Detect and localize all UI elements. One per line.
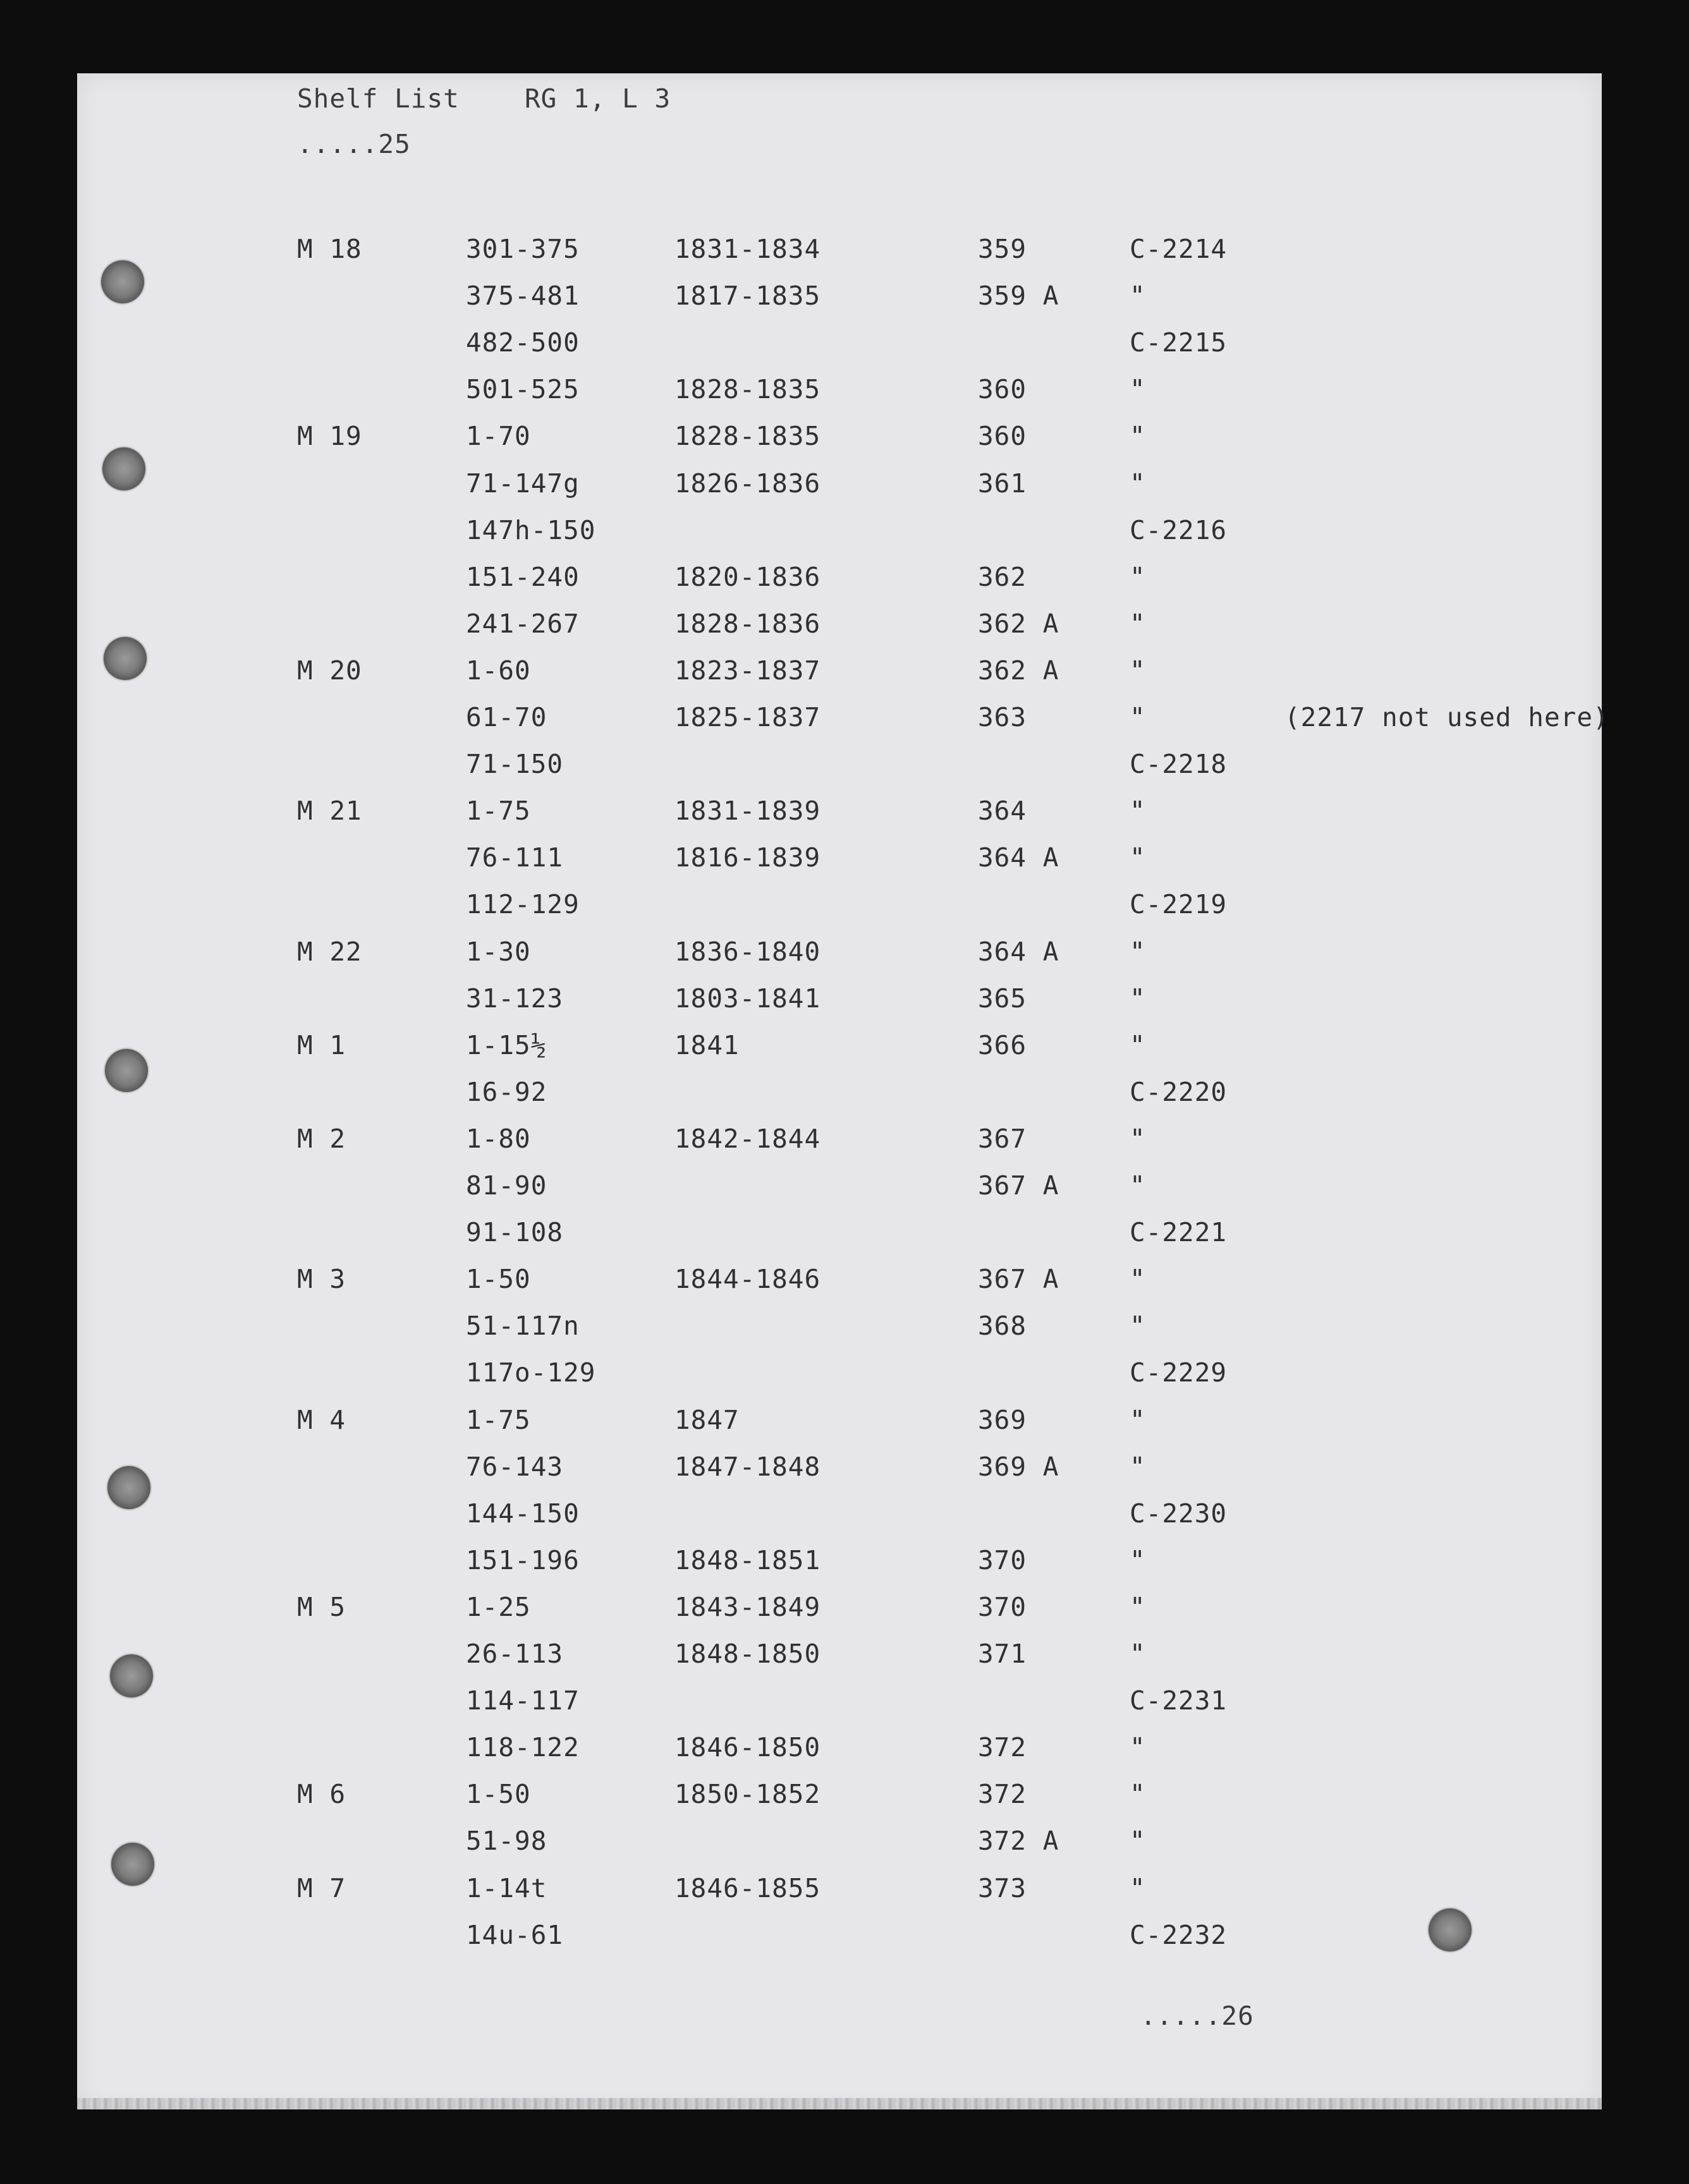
table-row	[77, 1311, 1602, 1349]
film-number: "	[1130, 842, 1146, 873]
date-range: 1850-1852	[674, 1779, 821, 1810]
date-range: 1847	[674, 1404, 740, 1435]
table-row	[77, 515, 1602, 553]
date-range: 1828-1835	[674, 374, 821, 405]
item-range: 114-117	[466, 1685, 580, 1716]
volume-number: 359	[978, 234, 1027, 264]
table-row	[77, 234, 1602, 272]
table-row	[77, 1639, 1602, 1677]
volume-number: 362 A	[978, 608, 1059, 639]
row-note: (2217 not used here)	[1284, 702, 1609, 732]
table-row	[77, 796, 1602, 834]
film-number: "	[1130, 1826, 1146, 1857]
reel-label: M 21	[297, 796, 362, 827]
date-range: 1828-1835	[674, 421, 821, 452]
table-row	[77, 327, 1602, 365]
table-row	[77, 1732, 1602, 1770]
volume-number: 363	[978, 702, 1027, 732]
item-range: 61-70	[466, 702, 547, 732]
film-number: "	[1130, 1311, 1146, 1342]
date-range: 1846-1855	[674, 1872, 821, 1903]
volume-number: 371	[978, 1639, 1027, 1669]
volume-number: 368	[978, 1311, 1027, 1342]
volume-number: 367 A	[978, 1264, 1059, 1295]
punch-hole	[1429, 1908, 1472, 1951]
volume-number: 364 A	[978, 936, 1059, 967]
volume-number: 367 A	[978, 1170, 1059, 1201]
item-range: 1-50	[466, 1779, 531, 1810]
page-bottom-edge	[77, 2098, 1602, 2109]
volume-number: 362	[978, 561, 1027, 592]
film-number: C-2215	[1130, 327, 1228, 358]
item-range: 76-111	[466, 842, 564, 873]
volume-number: 372 A	[978, 1826, 1059, 1857]
film-number: C-2220	[1130, 1076, 1228, 1107]
film-number: "	[1130, 1639, 1146, 1669]
date-range: 1826-1836	[674, 468, 821, 499]
film-number: C-2229	[1130, 1357, 1228, 1388]
table-row	[77, 1685, 1602, 1723]
item-range: 301-375	[466, 234, 580, 264]
table-row	[77, 1498, 1602, 1536]
film-number: "	[1130, 468, 1146, 499]
date-range: 1828-1836	[674, 608, 821, 639]
reel-label: M 4	[297, 1404, 346, 1435]
item-range: 118-122	[466, 1732, 580, 1763]
film-number: "	[1130, 1544, 1146, 1575]
table-row	[77, 842, 1602, 880]
table-row	[77, 1077, 1602, 1115]
date-range: 1848-1851	[674, 1544, 821, 1575]
volume-number: 369	[978, 1404, 1027, 1435]
table-row	[77, 1592, 1602, 1630]
reel-label: M 18	[297, 234, 362, 264]
volume-number: 362 A	[978, 655, 1059, 686]
item-range: 144-150	[466, 1498, 580, 1529]
item-range: 1-50	[466, 1264, 531, 1295]
punch-hole	[105, 1049, 148, 1092]
volume-number: 359 A	[978, 281, 1059, 312]
date-range: 1844-1846	[674, 1264, 821, 1295]
date-range: 1817-1835	[674, 281, 821, 312]
volume-number: 372	[978, 1732, 1027, 1763]
volume-number: 361	[978, 468, 1027, 499]
item-range: 482-500	[466, 327, 580, 358]
item-range: 1-75	[466, 1404, 531, 1435]
film-number: "	[1130, 561, 1146, 592]
table-row	[77, 1779, 1602, 1817]
film-number: "	[1130, 1591, 1146, 1622]
film-number: C-2230	[1130, 1498, 1228, 1529]
film-number: C-2219	[1130, 889, 1228, 920]
film-number: "	[1130, 1451, 1146, 1482]
punch-hole	[102, 447, 145, 490]
punch-hole	[107, 1466, 150, 1509]
table-row	[77, 889, 1602, 927]
film-number: "	[1130, 608, 1146, 639]
volume-number: 370	[978, 1591, 1027, 1622]
volume-number: 367	[978, 1123, 1027, 1154]
volume-number: 360	[978, 421, 1027, 452]
record-group-label: RG 1, L 3	[525, 83, 671, 114]
film-number: "	[1130, 1264, 1146, 1295]
reel-label: M 20	[297, 655, 362, 686]
item-range: 14u-61	[466, 1919, 564, 1950]
table-row	[77, 1873, 1602, 1911]
item-range: 16-92	[466, 1076, 547, 1107]
reel-label: M 19	[297, 421, 362, 452]
film-number: C-2221	[1130, 1217, 1228, 1248]
film-number: "	[1130, 1029, 1146, 1060]
item-range: 151-240	[466, 561, 580, 592]
date-range: 1831-1834	[674, 234, 821, 264]
item-range: 241-267	[466, 608, 580, 639]
table-row	[77, 749, 1602, 787]
punch-hole	[104, 637, 147, 680]
table-row	[77, 1170, 1602, 1208]
reel-label: M 7	[297, 1872, 346, 1903]
page-reference-bottom: .....26	[1140, 2001, 1254, 2031]
reel-label: M 1	[297, 1029, 346, 1060]
reel-label: M 5	[297, 1591, 346, 1622]
table-row	[77, 983, 1602, 1021]
date-range: 1842-1844	[674, 1123, 821, 1154]
table-row	[77, 609, 1602, 646]
item-range: 91-108	[466, 1217, 564, 1248]
film-number: "	[1130, 1404, 1146, 1435]
date-range: 1846-1850	[674, 1732, 821, 1763]
film-number: C-2232	[1130, 1919, 1228, 1950]
volume-number: 369 A	[978, 1451, 1059, 1482]
film-number: "	[1130, 1779, 1146, 1810]
volume-number: 360	[978, 374, 1027, 405]
item-range: 51-98	[466, 1826, 547, 1857]
item-range: 31-123	[466, 983, 564, 1014]
reel-label: M 2	[297, 1123, 346, 1154]
table-row	[77, 655, 1602, 693]
volume-number: 364 A	[978, 842, 1059, 873]
item-range: 117o-129	[466, 1357, 596, 1388]
item-range: 1-14t	[466, 1872, 547, 1903]
date-range: 1823-1837	[674, 655, 821, 686]
date-range: 1803-1841	[674, 983, 821, 1014]
table-row	[77, 702, 1609, 740]
table-row	[77, 281, 1602, 318]
table-row	[77, 1030, 1602, 1068]
table-row	[77, 1357, 1602, 1395]
volume-number: 364	[978, 796, 1027, 827]
item-range: 71-150	[466, 749, 564, 780]
reel-label: M 6	[297, 1779, 346, 1810]
table-row	[77, 421, 1602, 459]
punch-hole	[101, 260, 144, 303]
item-range: 51-117n	[466, 1311, 580, 1342]
film-number: "	[1130, 281, 1146, 312]
date-range: 1847-1848	[674, 1451, 821, 1482]
item-range: 81-90	[466, 1170, 547, 1201]
film-number: "	[1130, 655, 1146, 686]
item-range: 1-15½	[466, 1029, 547, 1060]
film-number: "	[1130, 374, 1146, 405]
item-range: 1-25	[466, 1591, 531, 1622]
table-row	[77, 468, 1602, 506]
volume-number: 366	[978, 1029, 1027, 1060]
shelf-list-title: Shelf List	[297, 83, 460, 114]
page-reference-top: .....25	[297, 129, 411, 159]
film-number: C-2214	[1130, 234, 1228, 264]
film-number: C-2216	[1130, 514, 1228, 545]
table-row	[77, 1405, 1602, 1443]
date-range: 1841	[674, 1029, 740, 1060]
film-number: "	[1130, 983, 1146, 1014]
film-number: "	[1130, 421, 1146, 452]
item-range: 1-70	[466, 421, 531, 452]
item-range: 1-60	[466, 655, 531, 686]
volume-number: 373	[978, 1872, 1027, 1903]
reel-label: M 3	[297, 1264, 346, 1295]
item-range: 1-75	[466, 796, 531, 827]
punch-hole	[111, 1843, 154, 1886]
table-row	[77, 1545, 1602, 1583]
film-number: "	[1130, 702, 1146, 732]
date-range: 1825-1837	[674, 702, 821, 732]
item-range: 501-525	[466, 374, 580, 405]
table-row	[77, 937, 1602, 974]
date-range: 1816-1839	[674, 842, 821, 873]
table-row	[77, 1124, 1602, 1162]
table-row	[77, 374, 1602, 412]
table-row	[77, 1826, 1602, 1864]
film-number: "	[1130, 936, 1146, 967]
item-range: 1-80	[466, 1123, 531, 1154]
date-range: 1836-1840	[674, 936, 821, 967]
volume-number: 372	[978, 1779, 1027, 1810]
item-range: 375-481	[466, 281, 580, 312]
item-range: 76-143	[466, 1451, 564, 1482]
document-page	[77, 73, 1609, 2109]
punch-hole	[110, 1654, 153, 1697]
film-number: "	[1130, 1732, 1146, 1763]
film-number: "	[1130, 1170, 1146, 1201]
date-range: 1820-1836	[674, 561, 821, 592]
film-number: "	[1130, 1123, 1146, 1154]
table-row	[77, 562, 1602, 600]
item-range: 71-147g	[466, 468, 580, 499]
volume-number: 365	[978, 983, 1027, 1014]
film-number: C-2231	[1130, 1685, 1228, 1716]
date-range: 1843-1849	[674, 1591, 821, 1622]
item-range: 1-30	[466, 936, 531, 967]
item-range: 151-196	[466, 1544, 580, 1575]
table-row	[77, 1920, 1602, 1958]
volume-number: 370	[978, 1544, 1027, 1575]
item-range: 26-113	[466, 1639, 564, 1669]
table-row	[77, 1452, 1602, 1489]
date-range: 1831-1839	[674, 796, 821, 827]
table-row	[77, 1217, 1602, 1255]
item-range: 147h-150	[466, 514, 596, 545]
reel-label: M 22	[297, 936, 362, 967]
item-range: 112-129	[466, 889, 580, 920]
film-number: C-2218	[1130, 749, 1228, 780]
film-number: "	[1130, 1872, 1146, 1903]
date-range: 1848-1850	[674, 1639, 821, 1669]
table-row	[77, 1264, 1602, 1302]
film-number: "	[1130, 796, 1146, 827]
